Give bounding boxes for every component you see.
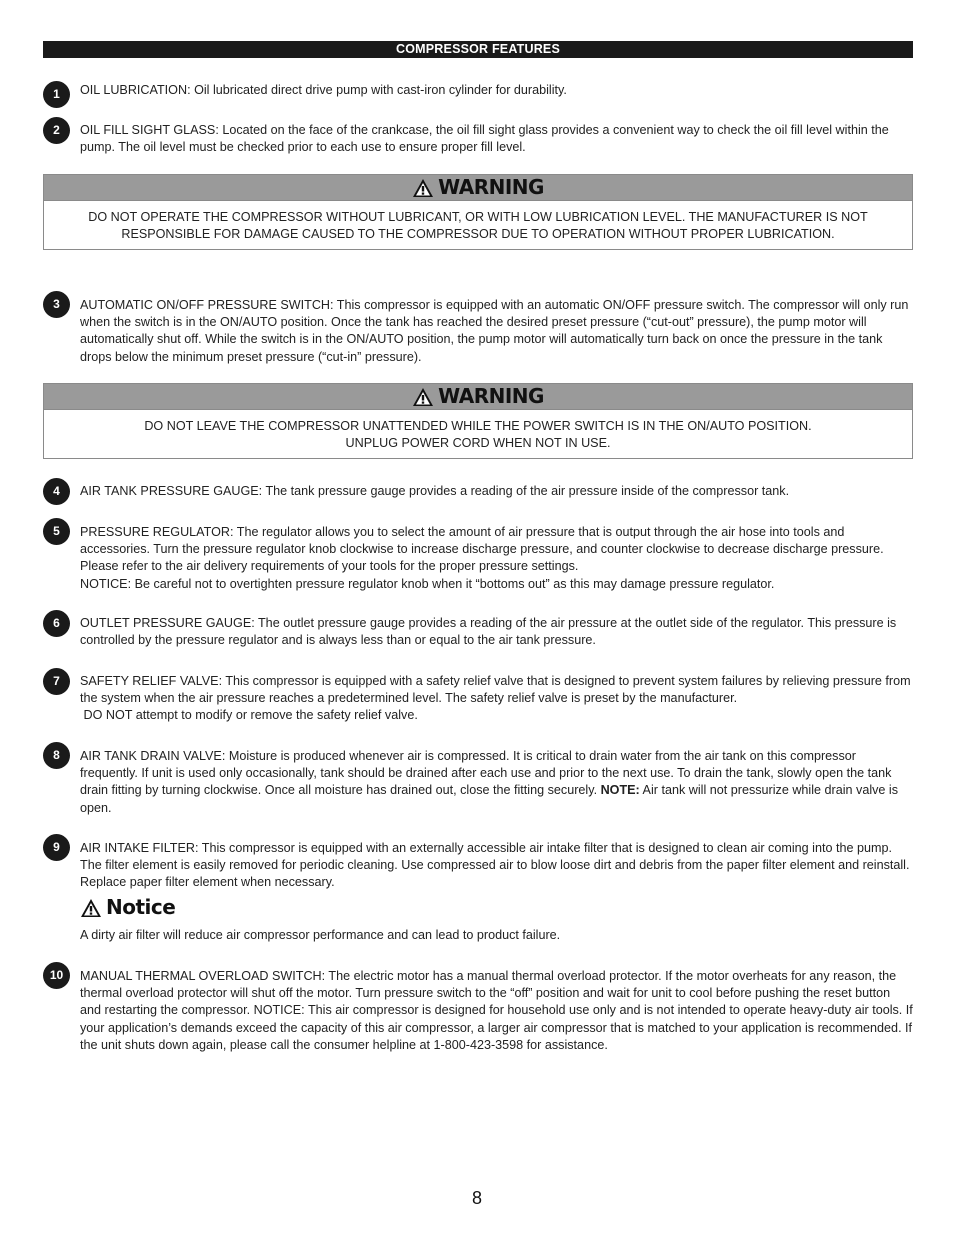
feature-number-badge: 1 [43,81,70,108]
feature-number-badge: 10 [43,962,70,989]
warning-header [44,175,912,201]
feature-number-badge: 7 [43,668,70,695]
notice-header [80,895,176,920]
feature-number-badge: 4 [43,478,70,505]
warning-box [43,383,913,459]
warning-triangle-icon [80,898,102,918]
feature-text: OIL LUBRICATION: Oil lubricated direct drive pump with cast-iron cylinder for durability. [80,83,567,97]
note-label: NOTE: [600,783,640,798]
warning-box [43,174,913,250]
warning-triangle-icon [412,178,434,198]
section-title: COMPRESSOR FEATURES [43,41,913,58]
feature-text: AIR INTAKE FILTER: This compressor is equipped with an externally accessible air intake filter that is designed to clean air coming into the pump. The filter element is easily removed for periodic cleaning. Use compressed air to blow loose dirt and debris from the paper filter element and reinstall. Replace paper filter element when necessary. [80,841,910,890]
feature-text: AIR TANK DRAIN VALVE: Moisture is produced whenever air is compressed. It is critical to drain water from the air tank on this compressor frequently. If unit is used only occasionally, tank should be drained after each use and prior to the next use. To drain the tank, slowly open the tank drain fitting by turning clockwise. Once all moisture has drained out, close the fitting securely. NOTE: Air tank will not pressurize while drain valve is open. [80,749,899,815]
notice-text: A dirty air filter will reduce air compressor performance and can lead to product failure. [80,928,561,942]
feature-text: PRESSURE REGULATOR: The regulator allows you to select the amount of air pressure that is output through the air hose into tools and accessories. Turn the pressure regulator knob clockwise to increase discharge pressure, and counter clockwise to decrease discharge pressure. Please refer to the air delivery requirements of your tools for the proper pressure settings. NOTICE: Be careful not to overtighten pressure regulator knob when it “bottoms out” as this may damage pressure regulator. [80,524,913,593]
feature-extra: DO NOT attempt to modify or remove the safety relief valve. [80,708,418,723]
feature-text: OIL FILL SIGHT GLASS: Located on the face of the crankcase, the oil fill sight glass provides a convenient way to check the oil fill level within the pump. The oil level must be checked prior to each use to ensure proper fill level. [80,123,889,155]
feature-text: AIR TANK PRESSURE GAUGE: The tank pressure gauge provides a reading of the air pressure inside of the compressor tank. [80,484,790,498]
feature-text: MANUAL THERMAL OVERLOAD SWITCH: The electric motor has a manual thermal overload protector. If the motor overheats for any reason, the thermal overload protector will shut off the motor. Turn pressure switch to the “off” position and wait for unit to cool before pushing the reset button and restarting the compressor. NOTICE: This air compressor is designed for household use only and is not intended to operate heavy-duty air tools. If your application’s demands exceed the capacity of this air compressor, a larger air compressor that is matched to your application is recommended. If the unit shuts down again, please call the consumer helpline at 1-800-423-3598 for assistance. [80,969,913,1052]
feature-text: OUTLET PRESSURE GAUGE: The outlet pressure gauge provides a reading of the air pressure at the outlet side of the regulator. This pressure is controlled by the pressure regulator and is always less than or equal to the air tank pressure. [80,616,897,648]
warning-triangle-icon [412,387,434,407]
feature-number-badge: 9 [43,834,70,861]
warning-text: DO NOT LEAVE THE COMPRESSOR UNATTENDED WHILE THE POWER SWITCH IS IN THE ON/AUTO POSITION. UNPLUG POWER CORD WHEN NOT IN USE. [144,419,812,451]
page-number: 8 [471,1188,482,1208]
feature-number-badge: 6 [43,610,70,637]
feature-notice: NOTICE: Be careful not to overtighten pressure regulator knob when it “bottoms out” as this may damage pressure regulator. [80,576,775,591]
warning-header [44,384,912,410]
notice-title: Notice [106,895,176,920]
warning-title: WARNING [438,174,544,199]
warning-text: DO NOT OPERATE THE COMPRESSOR WITHOUT LUBRICANT, OR WITH LOW LUBRICATION LEVEL. THE MANUFACTURER IS NOT RESPONSIBLE FOR DAMAGE CAUSED TO THE COMPRESSOR DUE TO OPERATION WITHOUT PROPER LUBRICATION. [88,210,868,242]
feature-number-badge: 8 [43,742,70,769]
feature-number-badge: 5 [43,518,70,545]
feature-text: SAFETY RELIEF VALVE: This compressor is equipped with a safety relief valve that is designed to prevent system failures by relieving pressure from the system when the air pressure reaches a predetermined level. The safety relief valve is preset by the manufacturer. DO NOT attempt to modify or remove the safety relief valve. [80,673,913,725]
feature-number-badge: 2 [43,117,70,144]
warning-title: WARNING [438,383,544,408]
feature-number-badge: 3 [43,291,70,318]
feature-text: AUTOMATIC ON/OFF PRESSURE SWITCH: This compressor is equipped with an automatic ON/OFF pressure switch. The compressor will only run when the switch is in the ON/AUTO position. Once the tank has reached the desired preset pressure (“cut-out” pressure), the pump motor will automatically shut off. While the switch is in the ON/AUTO position, the pump motor will automatically turn back on once the pressure in the tank drops below the minimum preset pressure (“cut-in” pressure). [80,298,909,364]
